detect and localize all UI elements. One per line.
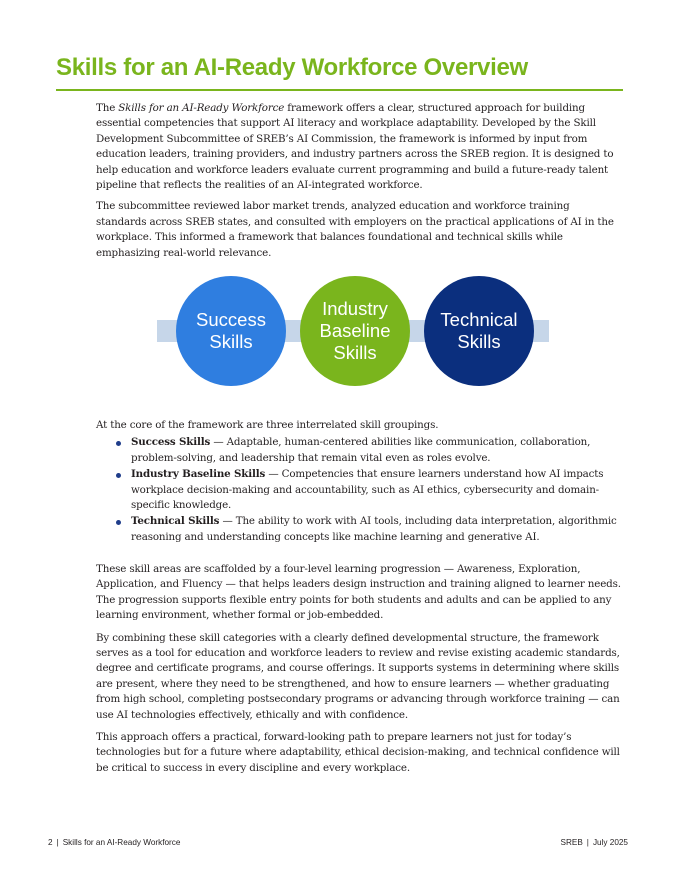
footer-doc-title: Skills for an AI-Ready Workforce bbox=[62, 838, 181, 847]
footer-org: SREB bbox=[560, 838, 583, 847]
bullet-dot-icon bbox=[116, 520, 121, 525]
bullet-dot-icon bbox=[116, 473, 121, 478]
skill-bullet-list bbox=[96, 435, 622, 545]
skills-diagram bbox=[157, 276, 549, 386]
bullet-text: — Adaptable, human-centered abilities like communication, collaboration, problem-solving, and leadership that remain vital even as roles evolve. bbox=[131, 436, 591, 464]
list-item bbox=[96, 435, 622, 466]
technical-skills-circle: Technical Skills bbox=[424, 276, 534, 386]
intro-section bbox=[96, 101, 622, 261]
approach-paragraph: This approach offers a practical, forward-looking path to prepare learners not just for today’s technologies but for a future where adaptability, ethical decision-making, and technical confidence will be critical to success in every discipline and every workplace. bbox=[96, 731, 620, 774]
footer-right bbox=[561, 838, 629, 847]
bullet-dot-icon bbox=[116, 441, 121, 446]
footer-date: July 2025 bbox=[592, 838, 628, 847]
bullet-text: — Competencies that ensure learners understand how AI impacts workplace decision-making and accountability, such as AI ethics, cybersecurity and domain-specific knowledge. bbox=[131, 468, 604, 512]
bullet-term: Technical Skills bbox=[131, 515, 220, 528]
intro-paragraph-1 bbox=[96, 101, 622, 193]
core-lead: At the core of the framework are three interrelated skill groupings. bbox=[96, 419, 439, 431]
intro-paragraph-2: The subcommittee reviewed labor market trends, analyzed education and workforce training standards across SREB states, and consulted with employers on the practical applications of AI in the workplace. This informed a framework that balances foundational and technical skills while emphasizing real-world relevance. bbox=[96, 200, 614, 259]
industry-baseline-skills-circle: Industry Baseline Skills bbox=[300, 276, 410, 386]
bullet-term: Success Skills bbox=[131, 436, 211, 449]
bullet-term: Industry Baseline Skills bbox=[131, 468, 266, 481]
closing-section bbox=[96, 562, 622, 776]
progression-paragraph: These skill areas are scaffolded by a four-level learning progression — Awareness, Exploration, Application, and Fluency — that helps leaders design instruction and training aligned to learner needs. The progression supports flexible entry points for both students and adults and can be applied to any learning environment, whether formal or job-embedded. bbox=[96, 563, 621, 622]
success-skills-circle: Success Skills bbox=[176, 276, 286, 386]
footer-left bbox=[48, 838, 180, 847]
intro-p1-body: framework offers a clear, structured approach for building essential competencies that support AI literacy and workplace adaptability. Developed by the Skill Development Subcommittee of SREB’s AI Commission, the framework is informed by input from education leaders, training providers, and industry partners across the SREB region. It is designed to help education and workforce leaders evaluate current programming and build a future-ready talent pipeline that reflects the realities of an AI-integrated workforce. bbox=[96, 102, 614, 192]
list-item bbox=[96, 514, 622, 545]
framework-title-italic: Skills for an AI-Ready Workforce bbox=[118, 102, 285, 114]
core-skills-section bbox=[96, 418, 622, 545]
list-item bbox=[96, 467, 622, 513]
footer-separator: | bbox=[56, 838, 59, 847]
bullet-text: — The ability to work with AI tools, including data interpretation, algorithmic reasoning and understanding concepts like machine learning and generative AI. bbox=[131, 515, 617, 543]
footer-separator: | bbox=[586, 838, 589, 847]
intro-p1-prefix: The bbox=[96, 102, 119, 114]
title-divider bbox=[56, 89, 623, 91]
page-number: 2 bbox=[48, 838, 53, 847]
page-title: Skills for an AI-Ready Workforce Overview bbox=[56, 54, 528, 81]
structure-paragraph: By combining these skill categories with a clearly defined developmental structure, the framework serves as a tool for education and workforce leaders to review and revise existing academic standards, degree and certificate programs, and course offerings. It supports systems in determining where skills are present, where they need to be strengthened, and how to ensure learners — whether graduating from high school, completing postsecondary programs or advancing through workforce training — can use AI technologies effectively, ethically and with confidence. bbox=[96, 631, 620, 721]
